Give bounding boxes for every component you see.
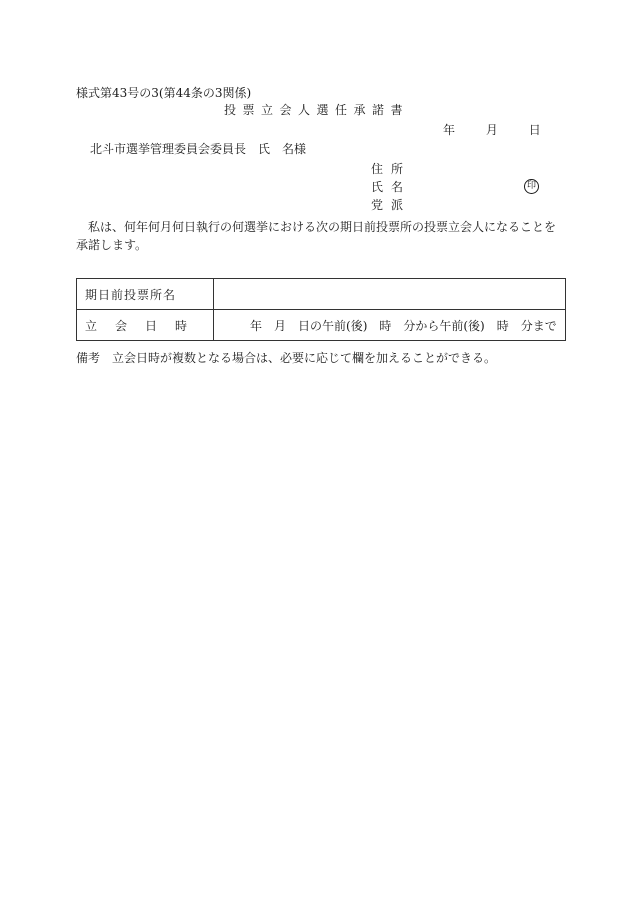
date-year: 年 xyxy=(443,123,456,137)
table-row xyxy=(77,279,566,310)
station-name-label: 期日前投票所名 xyxy=(77,279,214,310)
form-number: 様式第43号の3(第44条の3関係) xyxy=(76,86,252,100)
station-name-value xyxy=(214,279,566,310)
date-line xyxy=(443,123,541,137)
address-label: 住所 xyxy=(371,162,412,176)
addressee: 北斗市選挙管理委員会委員長 氏 名様 xyxy=(90,142,307,156)
remarks xyxy=(76,351,496,365)
party-label: 党派 xyxy=(371,198,412,212)
date-day: 日 xyxy=(528,123,541,137)
remarks-label: 備考 xyxy=(76,351,101,365)
date-month: 月 xyxy=(485,123,498,137)
seal-mark: 印 xyxy=(524,179,539,194)
name-label: 氏名 xyxy=(371,180,412,194)
attendance-datetime-label: 立会日時 xyxy=(77,310,214,341)
consent-statement: 私は、何年何月何日執行の何選挙における次の期日前投票所の投票立会人になることを承諾します。 xyxy=(76,220,557,252)
table-row xyxy=(77,310,566,341)
polling-station-table xyxy=(76,278,566,341)
remarks-text: 立会日時が複数となる場合は、必要に応じて欄を加えることができる。 xyxy=(112,351,497,365)
attendance-datetime-value: 年 月 日の午前(後) 時 分から午前(後) 時 分まで xyxy=(214,310,566,341)
document-title: 投票立会人選任承諾書 xyxy=(224,103,410,117)
